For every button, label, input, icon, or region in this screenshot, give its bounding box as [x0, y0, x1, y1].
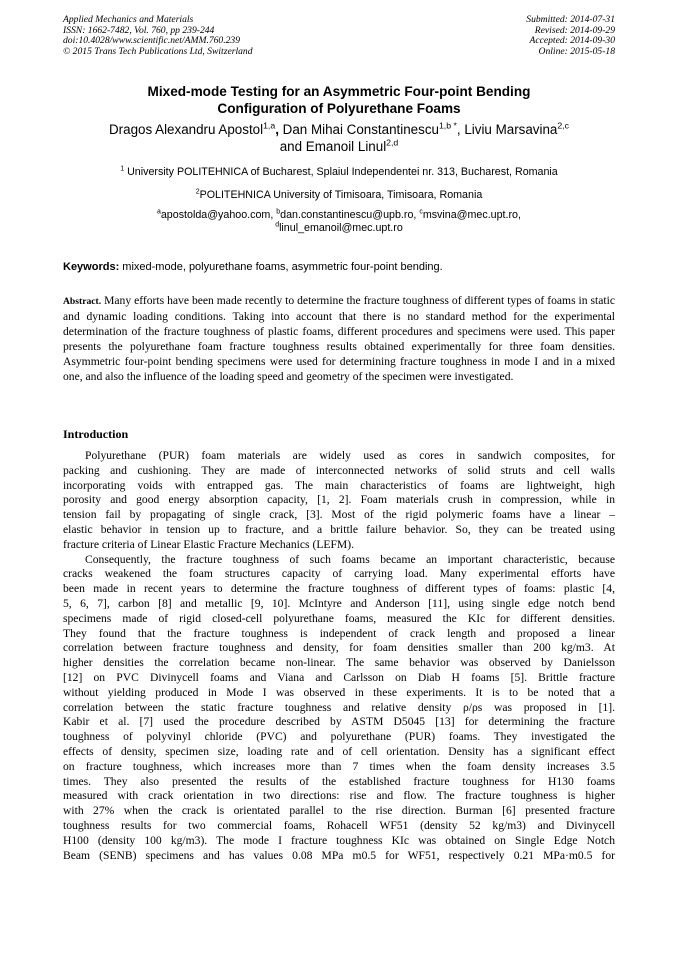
introduction-body	[63, 449, 615, 863]
intro-line: 5, 6, 7], carbon [8] and metallic [9, 10]. McIntyre and Anderson [11], using single edge notch bend	[63, 596, 615, 610]
intro-line: porosity and good energy absorption capacity, [1, 2]. Foam materials crush in compression, while in	[63, 493, 615, 507]
intro-line: measured with crack orientation in two directions: rise and flow. The fracture toughness is higher	[63, 789, 615, 803]
author-3: Liviu Marsavina	[464, 122, 558, 137]
author-list	[55, 121, 623, 155]
email-a-mark: a	[157, 208, 161, 216]
affiliation-1	[63, 166, 615, 179]
email-b-mark: b	[276, 208, 281, 216]
intro-line: times. They also presented the results of the established fracture toughness for H130 foams	[63, 774, 615, 788]
intro-line: cracks weakened the foam structures capacity of carrying load. Many experimental efforts have	[63, 567, 615, 581]
email-a: apostolda@yahoo.com,	[160, 209, 277, 221]
intro-line: Consequently, the fracture toughness of such foams became an important characteristic, because	[85, 552, 615, 566]
keywords	[63, 261, 615, 274]
email-d: linul_emanoil@mec.upt.ro	[279, 222, 403, 234]
intro-line: on fracture toughness, which increases more than 7 times when the foam density increases 3.5	[63, 759, 615, 773]
affiliation-1-mark: 1	[120, 165, 125, 173]
affiliation-2-mark: 2	[195, 188, 200, 196]
intro-line: Polyurethane (PUR) foam materials are widely used as cores in sandwich composites, for	[85, 449, 615, 462]
intro-line: tension fail by propagating of single crack, [3]. Most of the rigid polymeric foams have a linear –	[63, 508, 615, 522]
affiliation-2-text: POLITEHNICA University of Timisoara, Timisoara, Romania	[199, 189, 483, 201]
paper-title	[63, 83, 615, 117]
abstract-text: Many efforts have been made recently to determine the fracture toughness of different types of foams in static and dynamic loading conditions. Taking into account that there is no standard method for the experimental determination of the fracture toughness of plastic foams, different procedures and specimens were used. This paper presents the polyurethane foam fracture toughness results obtained experimentally for three foam densities. Asymmetric four-point bending specimens were used for determining fracture toughness in mode I and in a mixed one, and also the influence of the loading speed and geometry of the specimen were investigated.	[63, 294, 615, 383]
author-1-affil: 1,a	[263, 120, 276, 131]
email-c-mark: c	[419, 208, 423, 216]
affiliation-2	[63, 189, 615, 202]
author-3-affil: 2,c	[557, 120, 569, 131]
journal-header-right	[526, 15, 615, 57]
submitted-date: Submitted: 2014-07-31	[526, 14, 615, 25]
intro-line: specimens made of rigid closed-cell polyurethane foams, measured the KIc for different densities.	[63, 611, 615, 625]
author-4-affil: 2,d	[386, 137, 399, 148]
author-2: Dan Mihai Constantinescu	[282, 122, 439, 137]
intro-line: Kabir et al. [7] used the procedure described by ASTM D5045 [13] for determining the fracture	[63, 715, 615, 729]
author-1: Dragos Alexandru Apostol	[109, 122, 264, 137]
keywords-label: Keywords:	[63, 261, 120, 273]
intro-line: [12] on PVC Divinycell foams and Viana and Carlsson on Diab H foams [5]. Brittle fracture	[63, 670, 615, 684]
author-join: and	[279, 139, 306, 154]
issn: ISSN: 1662-7482, Vol. 760, pp 239-244	[63, 24, 215, 36]
copyright: © 2015 Trans Tech Publications Ltd, Switzerland	[63, 45, 253, 57]
abstract	[63, 294, 615, 384]
doi: doi:10.4028/www.scientific.net/AMM.760.239	[63, 35, 241, 47]
author-4: Emanoil Linul	[305, 139, 387, 154]
intro-line: They found that the fracture toughness is independent of crack length and proposed a linear	[63, 626, 615, 640]
intro-line: correlation between fracture toughness and density, for foam densities smaller than 200 kg/m3. At	[63, 641, 615, 655]
keywords-text: mixed-mode, polyurethane foams, asymmetric four-point bending.	[119, 261, 443, 273]
author-sep-1: ,	[275, 122, 283, 137]
intro-line: correlation between the static fracture toughness and relative density ρ/ρs was proposed in [1].	[63, 700, 615, 714]
intro-line: incorporating voids with entrapped gas. The main characteristics of foams are lightweight, high	[63, 478, 615, 492]
section-heading-introduction: Introduction	[63, 427, 129, 441]
author-2-affil: 1,b *	[438, 120, 457, 131]
email-c: msvina@mec.upt.ro,	[422, 209, 521, 221]
intro-line: without yielding produced in Mode I was observed in these experiments. It is to be noted that a	[63, 685, 615, 699]
email-b: dan.constantinescu@upb.ro,	[280, 209, 420, 221]
intro-line: toughness results for two commercial foams, Rohacell WF51 (density 52 kg/m3) and Divinycell	[63, 818, 615, 832]
title-line-1: Mixed-mode Testing for an Asymmetric Four-point Bending	[147, 84, 531, 99]
author-sep-2: ,	[456, 122, 465, 137]
title-line-2: Configuration of Polyurethane Foams	[217, 101, 461, 116]
abstract-label: Abstract.	[63, 296, 102, 307]
intro-line: effects of density, specimen size, loading rate and of cell orientation. Density has a significant effect	[63, 744, 615, 758]
revised-date: Revised: 2014-09-29	[534, 24, 615, 36]
affiliation-1-text: University POLITEHNICA of Bucharest, Splaiul Independentei nr. 313, Bucharest, Romania	[124, 166, 558, 178]
online-date: Online: 2015-05-18	[538, 45, 615, 57]
author-emails	[63, 209, 615, 235]
intro-line: fracture criteria of Linear Elastic Fracture Mechanics (LEFM).	[63, 537, 354, 551]
email-d-mark: d	[275, 221, 280, 229]
journal-header-left	[63, 15, 253, 57]
journal-name: Applied Mechanics and Materials	[63, 14, 194, 25]
intro-line: with 27% when the crack is orientated parallel to the rise direction. Burman [6] presented fracture	[63, 804, 615, 818]
intro-line: toughness of polyvinyl chloride (PVC) and polyurethane (PUR) foams. They investigated the	[63, 730, 615, 744]
accepted-date: Accepted: 2014-09-30	[529, 35, 615, 47]
intro-line: H100 (density 100 kg/m3). The mode I fracture toughness KIc was obtained on Single Edge Notch	[63, 833, 615, 847]
intro-line: higher densities the correlation became non-linear. The same behavior was observed by Danielsson	[63, 656, 615, 670]
intro-line: packing and cushioning. They are made of interconnected networks of solid struts and cell walls	[63, 463, 615, 477]
intro-line: elastic behavior in tension up to fracture, and a brittle failure behavior. So, they can be treated using	[63, 522, 615, 536]
intro-line: Beam (SENB) specimens and has values 0.08 MPa m0.5 for WF51, respectively 0.21 MPa·m0.5 for	[63, 848, 615, 862]
intro-line: been made in recent years to determine the fracture toughness of different types of foams: plastic [4,	[63, 582, 615, 596]
